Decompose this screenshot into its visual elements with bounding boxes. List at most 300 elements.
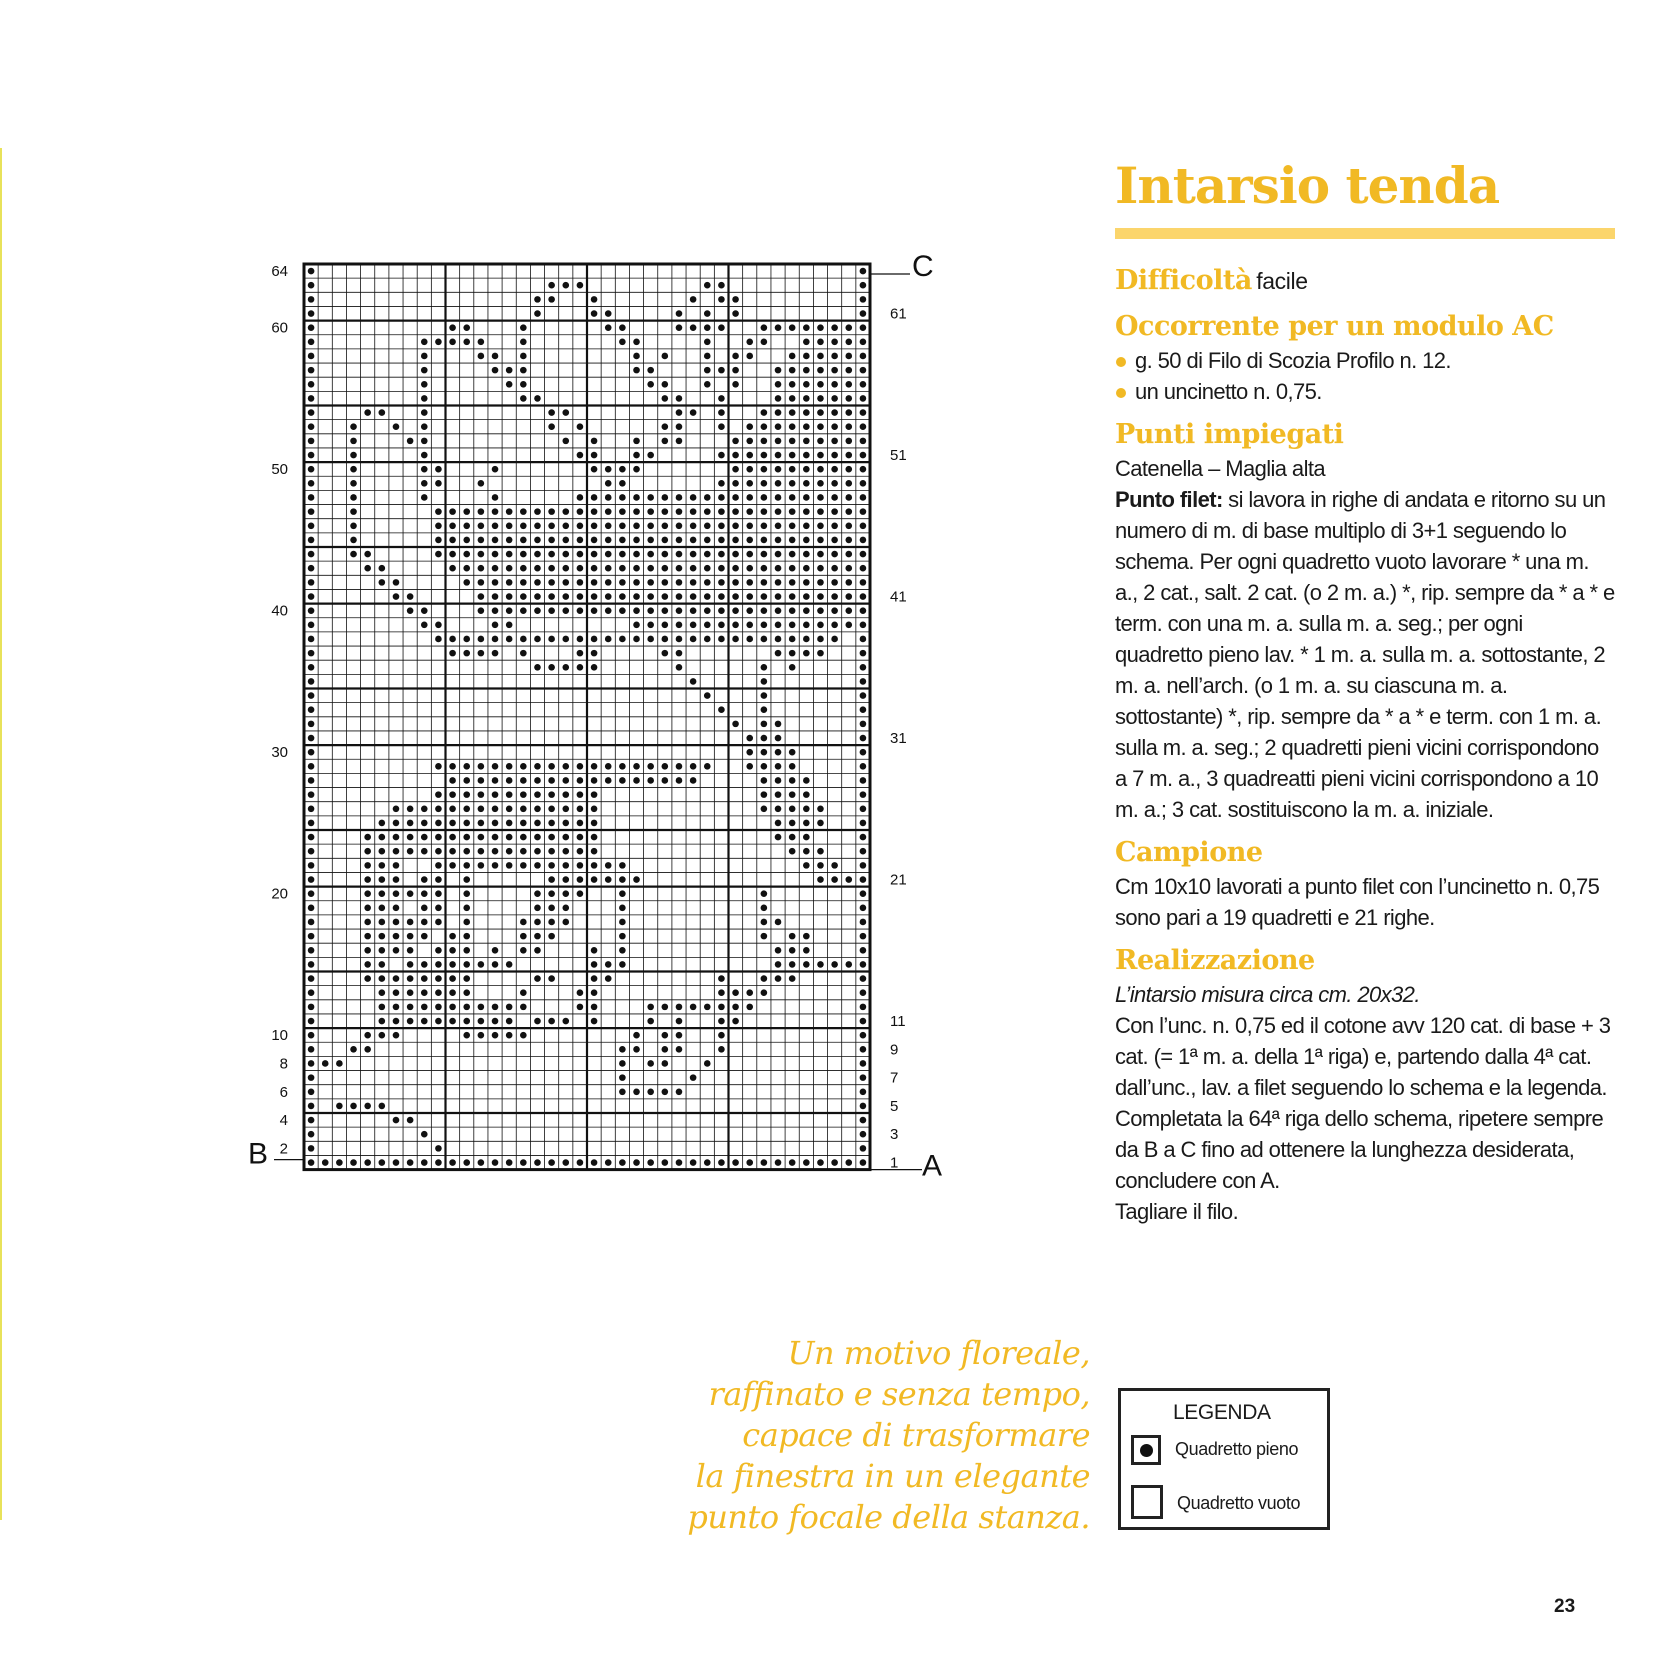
filled-cell-dot (619, 947, 626, 954)
filled-cell-dot (789, 593, 796, 600)
filled-cell-dot (718, 480, 725, 487)
filled-cell-dot (789, 1159, 796, 1166)
bullet-icon (1116, 357, 1126, 367)
filled-cell-dot (831, 480, 838, 487)
filled-cell-dot (478, 763, 485, 770)
filled-cell-dot (591, 650, 598, 657)
quote-line: raffinato e senza tempo, (708, 1375, 1090, 1413)
filled-cell-dot (860, 1032, 867, 1039)
filled-cell-dot (562, 1018, 569, 1025)
filled-cell-dot (364, 905, 371, 912)
quote-line: la finestra in un elegante (695, 1457, 1090, 1495)
filled-cell-dot (308, 989, 315, 996)
filled-cell-dot (633, 1046, 640, 1053)
filled-cell-dot (860, 296, 867, 303)
filled-cell-dot (322, 1159, 329, 1166)
filled-cell-dot (449, 791, 456, 798)
filled-cell-dot (308, 494, 315, 501)
filled-cell-dot (478, 508, 485, 515)
filled-cell-dot (534, 905, 541, 912)
filled-cell-dot (308, 353, 315, 360)
filled-cell-dot (718, 989, 725, 996)
filled-cell-dot (421, 353, 428, 360)
making-heading: Realizzazione (1115, 945, 1315, 976)
filled-cell-dot (789, 537, 796, 544)
filled-cell-dot (605, 508, 612, 515)
filled-cell-dot (492, 1004, 499, 1011)
filled-cell-dot (520, 650, 527, 657)
filled-cell-dot (662, 763, 669, 770)
filled-cell-dot (746, 438, 753, 445)
filled-cell-dot (860, 735, 867, 742)
filled-cell-dot (463, 650, 470, 657)
filled-cell-dot (506, 508, 513, 515)
filled-cell-dot (591, 466, 598, 473)
filled-cell-dot (591, 579, 598, 586)
filled-cell-dot (860, 537, 867, 544)
filled-cell-dot (591, 1159, 598, 1166)
filled-cell-dot (463, 890, 470, 897)
filled-cell-dot (775, 438, 782, 445)
filled-cell-dot (860, 749, 867, 756)
filled-cell-dot (718, 1159, 725, 1166)
filled-cell-dot (817, 423, 824, 430)
filled-cell-dot (803, 324, 810, 331)
filled-cell-dot (761, 678, 768, 685)
filled-cell-dot (860, 565, 867, 572)
filled-cell-dot (789, 409, 796, 416)
filled-cell-dot (308, 508, 315, 515)
filled-cell-dot (534, 848, 541, 855)
filled-cell-dot (308, 876, 315, 883)
filled-cell-dot (775, 395, 782, 402)
filled-cell-dot (463, 522, 470, 529)
filled-cell-dot (817, 862, 824, 869)
row-label-left: 30 (271, 744, 288, 762)
filled-cell-dot (350, 522, 357, 529)
filled-cell-dot (605, 310, 612, 317)
filled-cell-dot (761, 593, 768, 600)
filled-cell-dot (803, 848, 810, 855)
filled-cell-dot (633, 1032, 640, 1039)
filled-cell-dot (591, 537, 598, 544)
legend-title: LEGENDA (1173, 1401, 1271, 1424)
filled-cell-dot (577, 777, 584, 784)
filled-cell-dot (506, 381, 513, 388)
filled-cell-dot (492, 1018, 499, 1025)
filled-cell-dot (647, 1088, 654, 1095)
filled-cell-dot (379, 1032, 386, 1039)
filled-cell-dot (605, 763, 612, 770)
filled-cell-dot (350, 480, 357, 487)
filled-cell-dot (817, 876, 824, 883)
filled-cell-dot (789, 381, 796, 388)
filled-cell-dot (732, 607, 739, 614)
filled-cell-dot (690, 763, 697, 770)
filled-cell-dot (831, 565, 838, 572)
filled-cell-dot (718, 565, 725, 572)
filled-cell-dot (619, 1060, 626, 1067)
bullet-icon (1116, 388, 1126, 398)
filled-cell-dot (520, 593, 527, 600)
filled-cell-dot (775, 834, 782, 841)
filled-cell-dot (775, 423, 782, 430)
filled-cell-dot (789, 749, 796, 756)
legend-empty-label: Quadretto vuoto (1177, 1493, 1301, 1513)
filled-cell-dot (676, 763, 683, 770)
filled-cell-dot (492, 466, 499, 473)
filled-cell-dot (393, 1117, 400, 1124)
filled-cell-dot (478, 791, 485, 798)
filled-cell-dot (704, 1159, 711, 1166)
filled-cell-dot (379, 989, 386, 996)
filled-cell-dot (860, 339, 867, 346)
filled-cell-dot (704, 565, 711, 572)
filled-cell-dot (435, 989, 442, 996)
filled-cell-dot (364, 919, 371, 926)
filled-cell-dot (506, 820, 513, 827)
filled-cell-dot (732, 381, 739, 388)
filled-cell-dot (732, 466, 739, 473)
filled-cell-dot (435, 1004, 442, 1011)
filled-cell-dot (619, 565, 626, 572)
filled-cell-dot (775, 735, 782, 742)
filled-cell-dot (478, 862, 485, 869)
filled-cell-dot (746, 480, 753, 487)
filled-cell-dot (633, 876, 640, 883)
filled-cell-dot (761, 664, 768, 671)
filled-cell-dot (732, 1004, 739, 1011)
filled-cell-dot (845, 353, 852, 360)
filled-cell-dot (548, 763, 555, 770)
filled-cell-dot (718, 551, 725, 558)
filled-cell-dot (845, 579, 852, 586)
filled-cell-dot (520, 848, 527, 855)
filled-cell-dot (308, 820, 315, 827)
filled-cell-dot (308, 409, 315, 416)
filled-cell-dot (860, 324, 867, 331)
filled-cell-dot (577, 551, 584, 558)
filled-cell-dot (633, 551, 640, 558)
filled-cell-dot (718, 537, 725, 544)
filled-cell-dot (845, 1159, 852, 1166)
filled-cell-dot (407, 961, 414, 968)
filled-cell-dot (803, 438, 810, 445)
row-label-left: 10 (271, 1027, 288, 1045)
filled-cell-dot (704, 310, 711, 317)
filled-cell-dot (605, 607, 612, 614)
filled-cell-dot (308, 565, 315, 572)
row-label-right: 9 (890, 1041, 899, 1059)
filled-cell-dot (308, 735, 315, 742)
filled-cell-dot (463, 551, 470, 558)
filled-cell-dot (463, 324, 470, 331)
filled-cell-dot (308, 607, 315, 614)
materials-list (1115, 345, 1615, 407)
filled-cell-dot (364, 1103, 371, 1110)
filled-cell-dot (761, 537, 768, 544)
filled-cell-dot (492, 551, 499, 558)
filled-cell-dot (633, 353, 640, 360)
filled-cell-dot (831, 537, 838, 544)
filled-cell-dot (860, 579, 867, 586)
filled-cell-dot (562, 607, 569, 614)
filled-cell-dot (449, 820, 456, 827)
filled-cell-dot (845, 593, 852, 600)
filled-cell-dot (803, 805, 810, 812)
filled-cell-dot (817, 848, 824, 855)
filled-cell-dot (577, 805, 584, 812)
filled-cell-dot (817, 409, 824, 416)
filled-cell-dot (817, 438, 824, 445)
filled-cell-dot (831, 466, 838, 473)
filled-cell-dot (746, 423, 753, 430)
filled-cell-dot (619, 636, 626, 643)
filled-cell-dot (548, 636, 555, 643)
filled-cell-dot (449, 947, 456, 954)
filled-cell-dot (463, 1004, 470, 1011)
filled-cell-dot (463, 579, 470, 586)
filled-cell-dot (633, 367, 640, 374)
filled-cell-dot (647, 367, 654, 374)
filled-cell-dot (308, 1145, 315, 1152)
legend-box (1118, 1388, 1330, 1530)
filled-cell-dot (718, 1046, 725, 1053)
filled-cell-dot (449, 636, 456, 643)
filled-cell-dot (336, 1159, 343, 1166)
filled-cell-dot (662, 551, 669, 558)
filled-cell-dot (860, 834, 867, 841)
filled-cell-dot (577, 650, 584, 657)
filled-cell-dot (308, 1046, 315, 1053)
filled-cell-dot (633, 1088, 640, 1095)
filled-cell-dot (478, 848, 485, 855)
filled-cell-dot (548, 777, 555, 784)
filled-cell-dot (845, 622, 852, 629)
filled-cell-dot (676, 551, 683, 558)
filled-cell-dot (817, 324, 824, 331)
filled-cell-dot (478, 565, 485, 572)
filled-cell-dot (577, 537, 584, 544)
filled-cell-dot (421, 1131, 428, 1138)
filled-cell-dot (308, 848, 315, 855)
filled-cell-dot (775, 579, 782, 586)
filled-cell-dot (775, 409, 782, 416)
filled-cell-dot (817, 961, 824, 968)
sample-heading: Campione (1115, 837, 1263, 868)
filled-cell-dot (662, 777, 669, 784)
filled-cell-dot (860, 438, 867, 445)
filled-cell-dot (831, 508, 838, 515)
filled-cell-dot (591, 848, 598, 855)
filled-cell-dot (449, 933, 456, 940)
filled-cell-dot (463, 919, 470, 926)
filled-cell-dot (591, 565, 598, 572)
filled-cell-dot (350, 551, 357, 558)
filled-cell-dot (393, 890, 400, 897)
filled-cell-dot (662, 622, 669, 629)
filled-cell-dot (591, 961, 598, 968)
filled-cell-dot (393, 579, 400, 586)
filled-cell-dot (775, 777, 782, 784)
filled-cell-dot (520, 919, 527, 926)
filled-cell-dot (690, 579, 697, 586)
filled-cell-dot (308, 947, 315, 954)
filled-cell-dot (860, 1117, 867, 1124)
filled-cell-dot (761, 692, 768, 699)
page-title: Intarsio tenda (1115, 156, 1500, 215)
filled-cell-dot (746, 551, 753, 558)
filled-cell-dot (577, 1004, 584, 1011)
filled-cell-dot (676, 622, 683, 629)
filled-cell-dot (308, 551, 315, 558)
filled-cell-dot (421, 423, 428, 430)
filled-cell-dot (407, 919, 414, 926)
filled-cell-dot (421, 452, 428, 459)
filled-cell-dot (577, 593, 584, 600)
filled-cell-dot (647, 622, 654, 629)
filled-cell-dot (562, 1159, 569, 1166)
row-label-right: 3 (890, 1126, 899, 1144)
filled-cell-dot (761, 890, 768, 897)
filled-cell-dot (308, 692, 315, 699)
filled-cell-dot (761, 494, 768, 501)
filled-cell-dot (562, 876, 569, 883)
filled-cell-dot (845, 607, 852, 614)
filled-cell-dot (435, 551, 442, 558)
filled-cell-dot (308, 622, 315, 629)
filled-cell-dot (676, 324, 683, 331)
filled-cell-dot (845, 395, 852, 402)
filled-cell-dot (591, 438, 598, 445)
filled-cell-dot (676, 607, 683, 614)
filled-cell-dot (478, 522, 485, 529)
filled-cell-dot (789, 522, 796, 529)
filled-cell-dot (775, 452, 782, 459)
filled-cell-dot (379, 834, 386, 841)
filled-cell-dot (308, 310, 315, 317)
filled-cell-dot (591, 522, 598, 529)
filled-cell-dot (421, 607, 428, 614)
filled-cell-dot (562, 438, 569, 445)
filled-cell-dot (831, 593, 838, 600)
filled-cell-dot (308, 650, 315, 657)
filled-cell-dot (718, 367, 725, 374)
filled-cell-dot (662, 636, 669, 643)
filled-cell-dot (534, 1018, 541, 1025)
filled-cell-dot (845, 381, 852, 388)
filled-cell-dot (534, 777, 541, 784)
filled-cell-dot (789, 947, 796, 954)
filled-cell-dot (393, 933, 400, 940)
filled-cell-dot (379, 961, 386, 968)
filled-cell-dot (803, 961, 810, 968)
filled-cell-dot (379, 848, 386, 855)
filled-cell-dot (407, 820, 414, 827)
filled-cell-dot (676, 494, 683, 501)
filled-cell-dot (647, 607, 654, 614)
filled-cell-dot (308, 423, 315, 430)
filled-cell-dot (676, 1032, 683, 1039)
pull-quote (630, 1333, 1090, 1538)
filled-cell-dot (647, 777, 654, 784)
filled-cell-dot (506, 593, 513, 600)
filled-cell-dot (520, 565, 527, 572)
filled-cell-dot (647, 1060, 654, 1067)
filled-cell-dot (421, 1004, 428, 1011)
filled-cell-dot (421, 494, 428, 501)
filled-cell-dot (350, 438, 357, 445)
filled-cell-dot (718, 452, 725, 459)
filled-cell-dot (577, 876, 584, 883)
filled-cell-dot (591, 551, 598, 558)
filled-cell-dot (817, 480, 824, 487)
row-label-right: 11 (890, 1013, 906, 1031)
filled-cell-dot (492, 494, 499, 501)
filled-cell-dot (662, 381, 669, 388)
filled-cell-dot (492, 579, 499, 586)
filled-cell-dot (379, 1159, 386, 1166)
filled-cell-dot (379, 1004, 386, 1011)
filled-cell-dot (676, 508, 683, 515)
filled-cell-dot (350, 452, 357, 459)
filled-cell-dot (463, 1159, 470, 1166)
filled-cell-dot (803, 1159, 810, 1166)
filled-cell-dot (605, 551, 612, 558)
filled-cell-dot (633, 452, 640, 459)
filled-cell-dot (817, 452, 824, 459)
filled-cell-dot (761, 933, 768, 940)
filled-cell-dot (520, 933, 527, 940)
filled-cell-dot (633, 1159, 640, 1166)
filled-cell-dot (662, 522, 669, 529)
filled-cell-dot (732, 721, 739, 728)
filled-cell-dot (732, 353, 739, 360)
filled-cell-dot (548, 664, 555, 671)
filled-cell-dot (407, 607, 414, 614)
filled-cell-dot (831, 622, 838, 629)
filled-cell-dot (435, 791, 442, 798)
filled-cell-dot (364, 933, 371, 940)
filled-cell-dot (421, 905, 428, 912)
filled-cell-dot (548, 607, 555, 614)
filled-cell-dot (463, 947, 470, 954)
filled-cell-dot (817, 353, 824, 360)
filled-cell-dot (577, 763, 584, 770)
filled-cell-dot (761, 480, 768, 487)
filled-cell-dot (591, 862, 598, 869)
filled-cell-dot (463, 961, 470, 968)
filled-cell-dot (463, 933, 470, 940)
filled-cell-dot (478, 650, 485, 657)
filled-cell-dot (421, 989, 428, 996)
filled-cell-dot (562, 763, 569, 770)
filled-cell-dot (860, 848, 867, 855)
filled-cell-dot (860, 890, 867, 897)
filled-cell-dot (831, 438, 838, 445)
filled-cell-dot (845, 522, 852, 529)
filled-cell-dot (662, 537, 669, 544)
filled-cell-dot (746, 763, 753, 770)
filled-cell-dot (350, 423, 357, 430)
filled-cell-dot (803, 537, 810, 544)
filled-cell-dot (548, 1018, 555, 1025)
filled-cell-dot (308, 1088, 315, 1095)
filled-cell-dot (548, 508, 555, 515)
filled-cell-dot (449, 522, 456, 529)
filled-cell-dot (591, 777, 598, 784)
filled-cell-dot (647, 551, 654, 558)
